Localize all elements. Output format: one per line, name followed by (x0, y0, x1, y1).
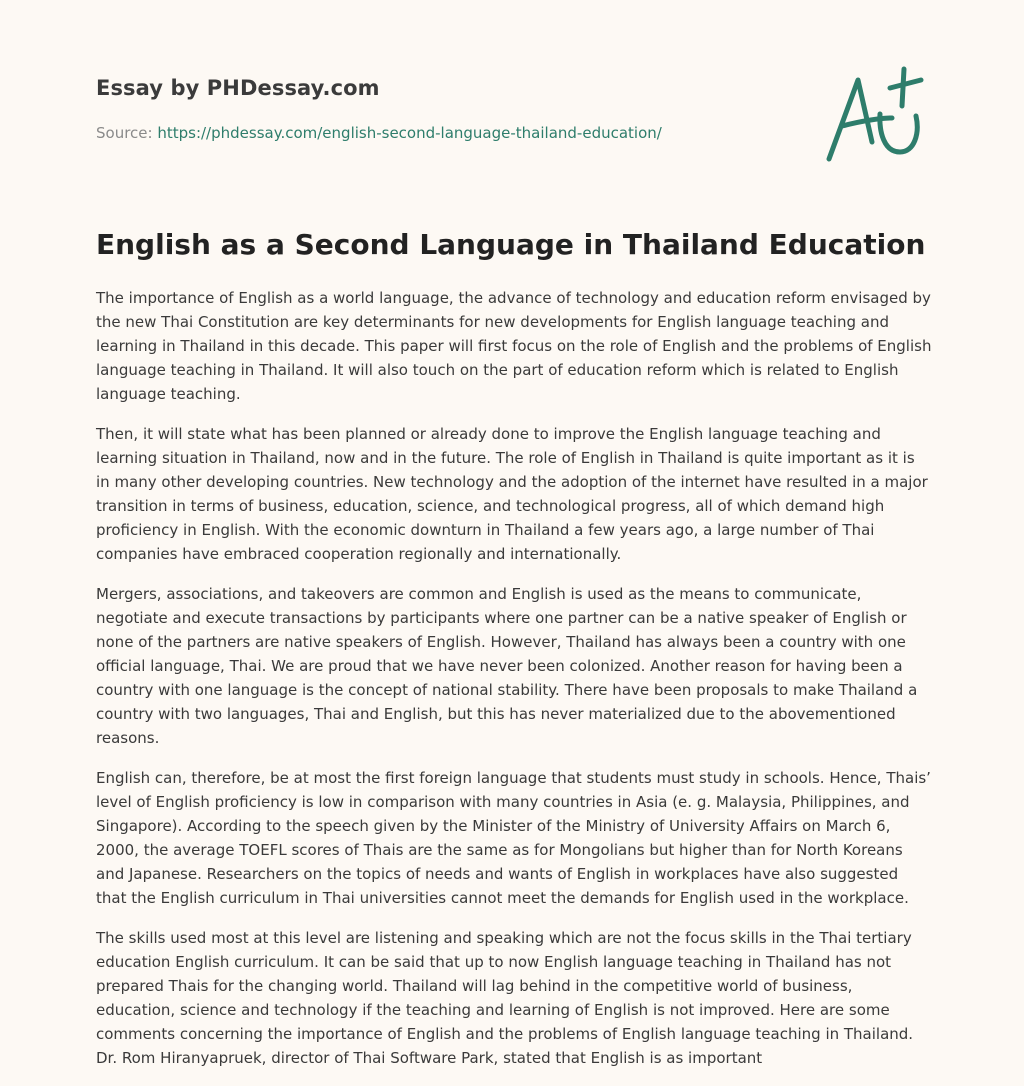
site-header (96, 76, 796, 100)
source-line (96, 124, 662, 142)
essay-paragraph: The importance of English as a world language, the advance of technology and education reform envisaged by the new Thai Constitution are key determinants for new developments for English language teaching and learning in Thailand in this decade. This paper will first focus on the role of English and the problems of English language teaching in Thailand. It will also touch on the part of education reform which is related to English language teaching. (96, 289, 932, 403)
essay-body (96, 286, 932, 1086)
brand-title: Essay by PHDessay.com (96, 76, 380, 100)
essay-paragraph: Then, it will state what has been planned or already done to improve the English language teaching and learning situation in Thailand, now and in the future. The role of English in Thailand is quite important as it is in many other developing countries. New technology and the adoption of the internet have resulted in a major transition in terms of business, education, science, and technological progress, all of which demand high proficiency in English. With the economic downturn in Thailand a few years ago, a large number of Thai companies have embraced cooperation regionally and internationally. (96, 425, 928, 563)
essay-paragraph: Mergers, associations, and takeovers are common and English is used as the means to communicate, negotiate and execute transactions by participants where one partner can be a native speaker of English or none of the partners are native speakers of English. However, Thailand has always been a country with one official language, Thai. We are proud that we have never been colonized. Another reason for having been a country with one language is the concept of national stability. There have been proposals to make Thailand a country with two languages, Thai and English, but this has never materialized due to the abovementioned reasons. (96, 585, 918, 747)
source-label: Source: (96, 124, 158, 142)
essay-paragraph: The skills used most at this level are listening and speaking which are not the focus skills in the Thai tertiary education English curriculum. It can be said that up to now English language teaching in Thailand has not prepared Thais for the changing world. Thailand will lag behind in the competitive world of business, education, science and technology if the teaching and learning of English is not improved. Here are some comments concerning the importance of English and the problems of English language teaching in Thailand. Dr. Rom Hiranyapruek, director of Thai Software Park, stated that English is as important (96, 929, 914, 1067)
a-plus-grade-icon (822, 66, 930, 166)
essay-title: English as a Second Language in Thailand Education (96, 228, 926, 261)
essay-paragraph: English can, therefore, be at most the first foreign language that students must study in schools. Hence, Thais’ level of English proficiency is low in comparison with many countries in Asia (e. g. Malaysia, Philippines, and Singapore). According to the speech given by the Minister of the Ministry of University Affairs on March 6, 2000, the average TOEFL scores of Thais are the same as for Mongolians but higher than for North Koreans and Japanese. Researchers on the topics of needs and wants of English in workplaces have also suggested that the English curriculum in Thai universities cannot meet the demands for English used in the workplace. (96, 769, 931, 907)
source-link[interactable]: https://phdessay.com/english-second-language-thailand-education/ (157, 124, 662, 142)
